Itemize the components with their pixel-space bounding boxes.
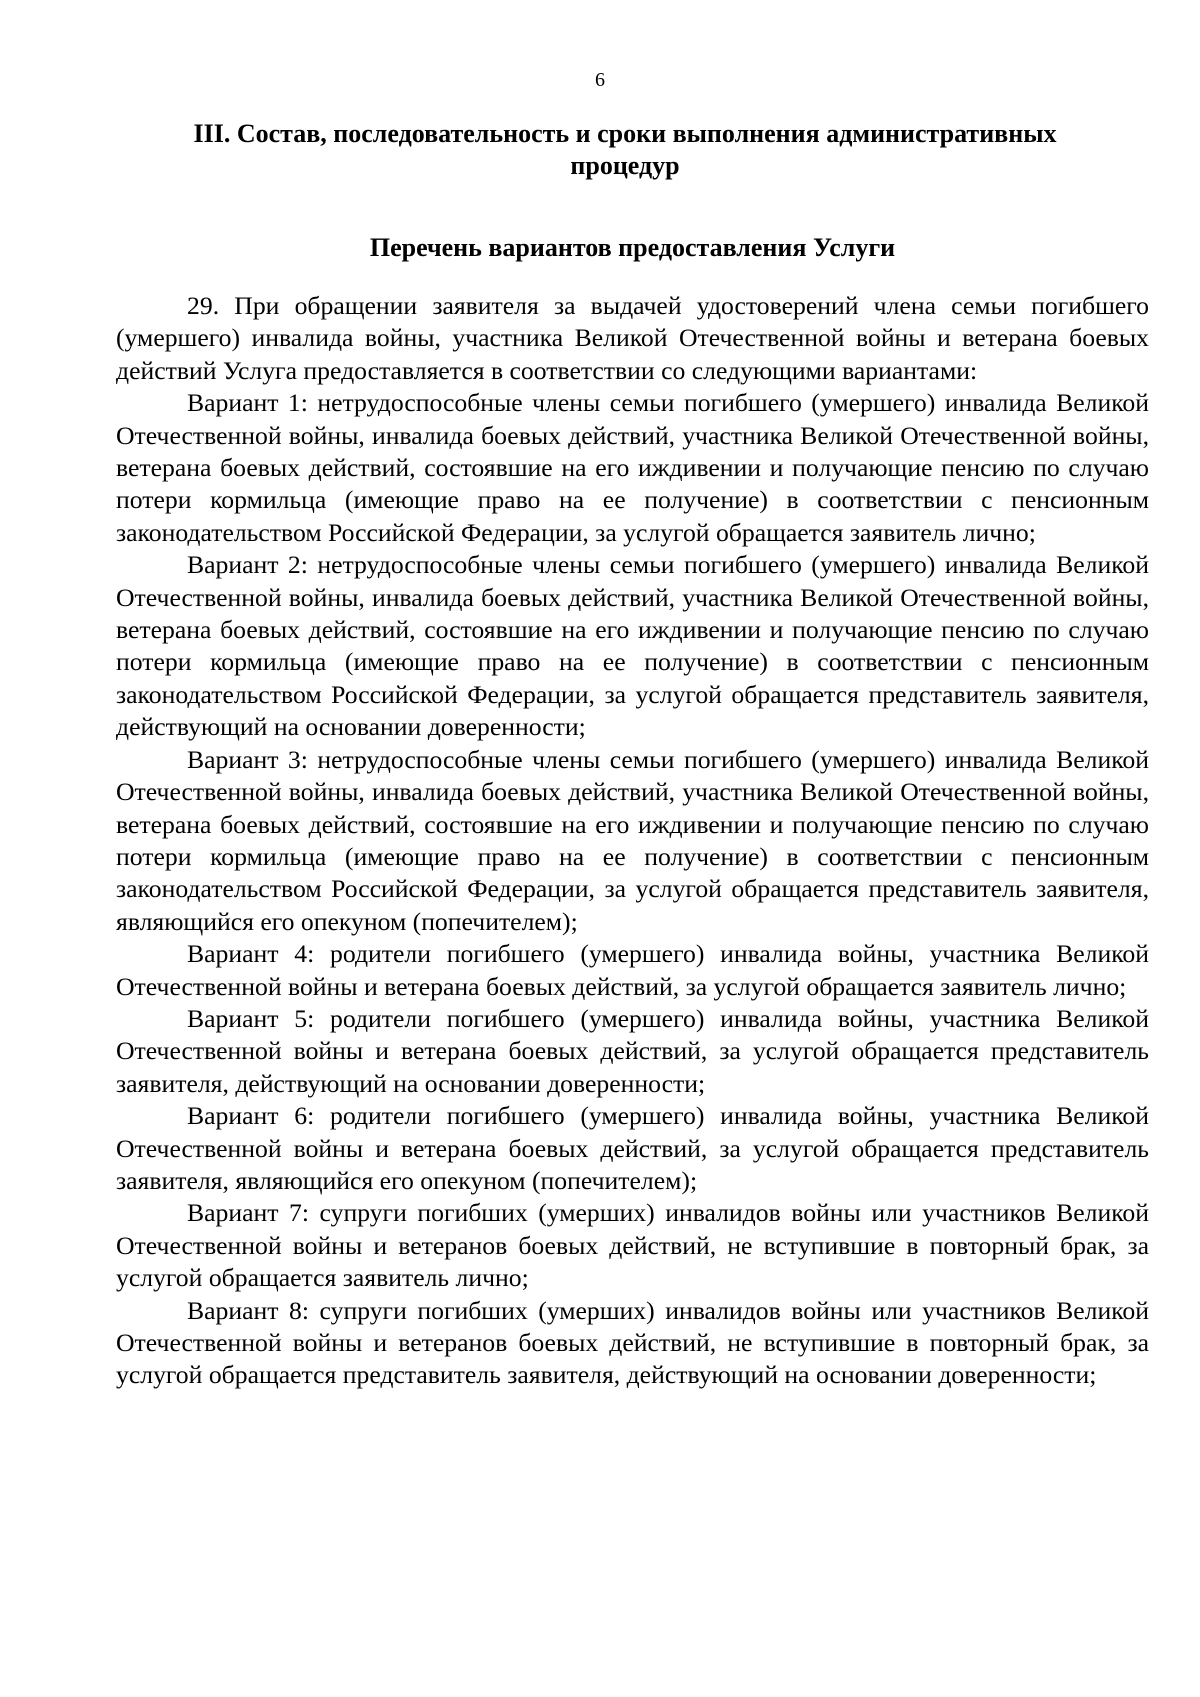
page-number: 6 [595, 69, 605, 91]
paragraph-variant-7: Вариант 7: супруги погибших (умерших) инвалидов войны или участников Великой Отечественной войны и ветеранов боевых действий, не вступившие в повторный брак, за услугой обращается заявитель лично; [116, 1198, 1149, 1293]
subsection-title: Перечень вариантов предоставления Услуги [369, 233, 896, 262]
paragraph-variant-8: Вариант 8: супруги погибших (умерших) инвалидов войны или участников Великой Отечественной войны и ветеранов боевых действий, не вступившие в повторный брак, за услугой обращается представитель заявителя, действующий на основании доверенности; [116, 1295, 1149, 1390]
paragraph-variant-4: Вариант 4: родители погибшего (умершего) инвалида войны, участника Великой Отечественной войны и ветерана боевых действий, за услугой обращается заявитель лично; [116, 939, 1149, 1001]
paragraph-variant-6: Вариант 6: родители погибшего (умершего) инвалида войны, участника Великой Отечественной войны и ветерана боевых действий, за услугой обращается представитель заявителя, являющийся его опекуном (попечителем); [116, 1101, 1149, 1195]
paragraph-variant-1: Вариант 1: нетрудоспособные члены семьи погибшего (умершего) инвалида Великой Отечественной войны, инвалида боевых действий, участника Великой Отечественной войны, ветерана боевых действий, состоявшие на его иждивении и получающие пенсию по случаю потери кормильца (имеющие право на ее получение) в соответствии с пенсионным законодательством Российской Федерации, за услугой обращается заявитель лично; [116, 388, 1149, 547]
body-text [116, 290, 1149, 1392]
paragraph-variant-5: Вариант 5: родители погибшего (умершего) инвалида войны, участника Великой Отечественной войны и ветерана боевых действий, за услугой обращается представитель заявителя, действующий на основании доверенности; [116, 1003, 1149, 1098]
section-title: III. Состав, последовательность и сроки выполнения административных процедур [193, 119, 1057, 180]
paragraph-variant-3: Вариант 3: нетрудоспособные члены семьи погибшего (умершего) инвалида Великой Отечественной войны, инвалида боевых действий, участника Великой Отечественной войны, ветерана боевых действий, состоявшие на его иждивении и получающие пенсию по случаю потери кормильца (имеющие право на ее получение) в соответствии с пенсионным законодательством Российской Федерации, за услугой обращается представитель заявителя, являющийся его опекуном (попечителем); [116, 744, 1149, 936]
paragraph-29: 29. При обращении заявителя за выдачей удостоверений члена семьи погибшего (умершего) инвалида войны, участника Великой Отечественной войны и ветерана боевых действий Услуга предоставляется в соответствии со следующими вариантами: [116, 291, 1149, 385]
paragraph-variant-2: Вариант 2: нетрудоспособные члены семьи погибшего (умершего) инвалида Великой Отечественной войны, инвалида боевых действий, участника Великой Отечественной войны, ветерана боевых действий, состоявшие на его иждивении и получающие пенсию по случаю потери кормильца (имеющие право на ее получение) в соответствии с пенсионным законодательством Российской Федерации, за услугой обращается представитель заявителя, действующий на основании доверенности; [116, 550, 1149, 742]
